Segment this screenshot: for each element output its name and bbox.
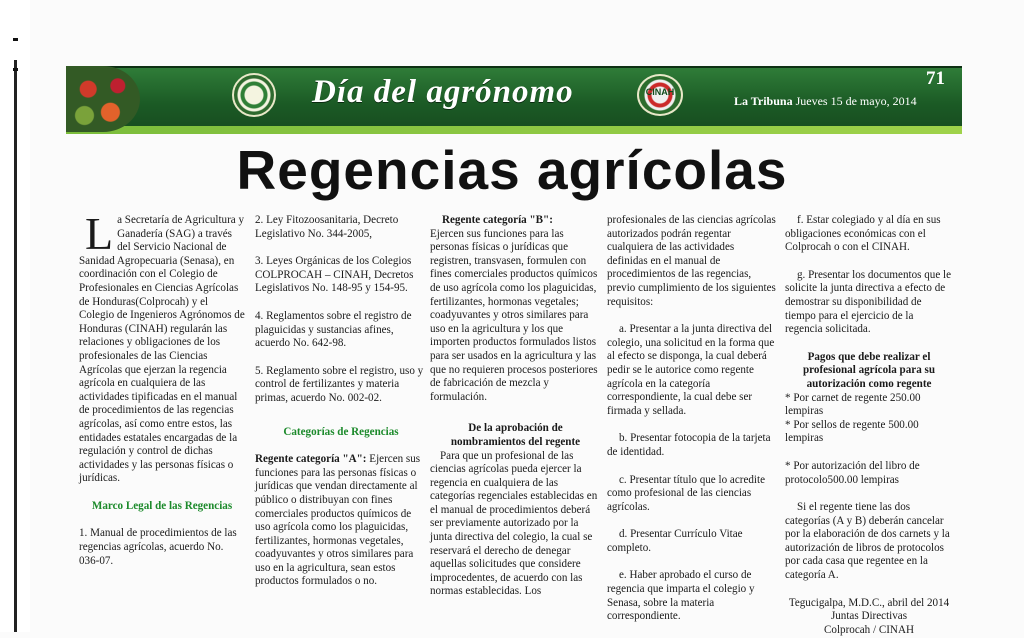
dropcap: L bbox=[85, 208, 114, 259]
issue-date: Jueves 15 de mayo, 2014 bbox=[795, 94, 917, 108]
column-5 bbox=[785, 214, 953, 637]
category-a-paragraph bbox=[255, 453, 427, 589]
column-3 bbox=[430, 214, 601, 613]
requirement-c: c. Presentar título que lo acredite como profesional de las ciencias agrícolas. bbox=[607, 473, 766, 513]
binding-mark bbox=[13, 68, 18, 71]
payment-item: * Por sellos de regente 500.00 lempiras bbox=[785, 418, 919, 445]
categorias-heading: Categorías de Regencias bbox=[283, 425, 399, 438]
law-item: 3. Leyes Orgánicas de los Colegios COLPROCAH – CINAH, Decretos Legislativos No. 148-95 y 154-95. bbox=[255, 255, 414, 295]
cinah-seal-icon bbox=[637, 74, 683, 116]
signature-org: Juntas Directivas bbox=[830, 610, 908, 623]
signature-place: Tegucigalpa, M.D.C., abril del 2014 bbox=[788, 596, 950, 609]
intro-text: a Secretaría de Agricultura y Ganadería (SAG) a través del Servicio Nacional de Sanidad Agropecuaria (Senasa), en coordinación con el Colegio de Profesionales en Ciencias Agrícolas de Honduras(Colprocah) y el Colegio de Ingenieros Agrónomos de Honduras (CINAH) regularán las relaciones y obligaciones de los profesionales de las Ciencias Agrícolas que ejerzan la regencia agrícola en cualquiera de las actividades tipificadas en el manual de procedimientos de las regencias agrícolas, así como entre estos, las entidades estatales encargadas de la regulación y control de dichas actividades y las personas físicas o jurídicas. bbox=[79, 214, 245, 485]
payment-item: * Por carnet de regente 250.00 lempiras bbox=[785, 391, 921, 418]
column-2 bbox=[255, 214, 427, 603]
newspaper-name: La Tribuna bbox=[734, 94, 793, 108]
sag-seal-icon bbox=[232, 73, 276, 117]
law-item: 1. Manual de procedimientos de las regencias agrícolas, acuerdo No. 036-07. bbox=[79, 527, 237, 567]
aprobacion-paragraph: Para que un profesional de las ciencias agrícolas pueda ejercer la regencia en cualquiera de las categorías regenciales establecidas en el manual de procedimientos deberá ser previamente autorizado por la junta directiva del colegio, la cual se reservará el derecho de denegar aquellas solicitudes que considere improcedentes, de acuerdo con las normas establecidas. Los bbox=[430, 449, 598, 598]
marco-legal-heading: Marco Legal de las Regencias bbox=[91, 499, 233, 512]
law-item: 2. Ley Fitozoosanitaria, Decreto Legislativo No. 344-2005, bbox=[255, 214, 399, 240]
banner-stripe bbox=[66, 126, 962, 134]
signature-org: Colprocah / CINAH bbox=[824, 623, 914, 636]
requirement-e: e. Haber aprobado el curso de regencia que imparta el colegio y Senasa, sobre la materia correspondiente. bbox=[607, 569, 755, 623]
aprobacion-heading: De la aprobación de nombramientos del regente bbox=[450, 422, 581, 448]
payment-item: * Por autorización del libro de protocolo500.00 lempiras bbox=[785, 459, 920, 486]
requirement-f: f. Estar colegiado y al día en sus obligaciones económicas con el Colprocah o con el CINAH. bbox=[785, 214, 941, 254]
section-title: Día del agrónomo bbox=[312, 74, 574, 110]
requirement-b: b. Presentar fotocopia de la tarjeta de identidad. bbox=[607, 432, 771, 458]
requirements-intro: profesionales de las ciencias agrícolas autorizados podrán regentar cualquiera de las actividades definidas en el manual de procedimientos de las regencias, previo cumplimiento de los siguientes requisitos: bbox=[607, 214, 776, 308]
category-a-label: Regente categoría "A": bbox=[255, 453, 367, 466]
signature-block bbox=[785, 597, 953, 638]
intro-paragraph bbox=[79, 208, 245, 486]
page-gutter bbox=[0, 0, 30, 632]
requirement-d: d. Presentar Currículo Vitae completo. bbox=[607, 528, 743, 554]
headline: Regencias agrícolas bbox=[236, 139, 788, 201]
column-4 bbox=[607, 214, 776, 638]
requirement-a: a. Presentar a la junta directiva del colegio, una solicitud en la forma que al efecto se disponga, la cual deberá pedir se le autorice como regente agrícola en la categoría correspondiente, la cual debe ser firmada y sellada. bbox=[607, 323, 775, 417]
newspaper-dateline bbox=[734, 94, 917, 109]
category-b-paragraph bbox=[430, 214, 601, 404]
seal-label: CINAH bbox=[645, 87, 675, 97]
requirement-g: g. Presentar los documentos que le solicite la junta directiva a efecto de demostrar su disponibilidad de tiempo para el ejercicio de la regencia solicitada. bbox=[785, 268, 952, 336]
category-a-text: Ejercen sus funciones para las personas físicas o jurídicas que vendan directamente al público o distribuyan con fines comerciales productos químicos de uso agrícola como los plaguicidas, fertilizantes, hormonas vegetales, coadyuvantes y otros similares para uso en la agricultura, sean estos productos formulados o no. bbox=[255, 453, 421, 588]
law-item: 4. Reglamentos sobre el registro de plaguicidas y sustancias afines, acuerdo No. 642-98. bbox=[255, 309, 412, 350]
column-1 bbox=[79, 208, 245, 582]
binding-mark bbox=[13, 38, 18, 41]
category-b-label: Regente categoría "B": bbox=[442, 214, 553, 226]
category-b-text: Ejercen sus funciones para las personas físicas o jurídicas que registren, transvasen, formulen con fines comerciales productos químicos de uso agrícola como los plaguicidas, fertilizantes, hormonas vegetales; coadyuvantes y otros similares para uso en la agricultura y los que importen productos formulados listos para ser usados en la agricultura y las que no requieren procesos posteriores de fabricación de mezcla y formulación. bbox=[430, 227, 598, 403]
closing-paragraph: Si el regente tiene las dos categorías (A y B) deberán cancelar por la elaboración de dos carnets y la autorización de libros de protocolos por cada casa que regentee en la categoría A. bbox=[785, 501, 950, 582]
page-number: 71 bbox=[926, 68, 945, 89]
pagos-heading: Pagos que debe realizar el profesional agrícola para su autorización como regente bbox=[803, 350, 935, 390]
vegetables-photo bbox=[66, 66, 140, 132]
law-item: 5. Reglamento sobre el registro, uso y control de fertilizantes y materia primas, acuerdo No. 002-02. bbox=[255, 364, 424, 404]
